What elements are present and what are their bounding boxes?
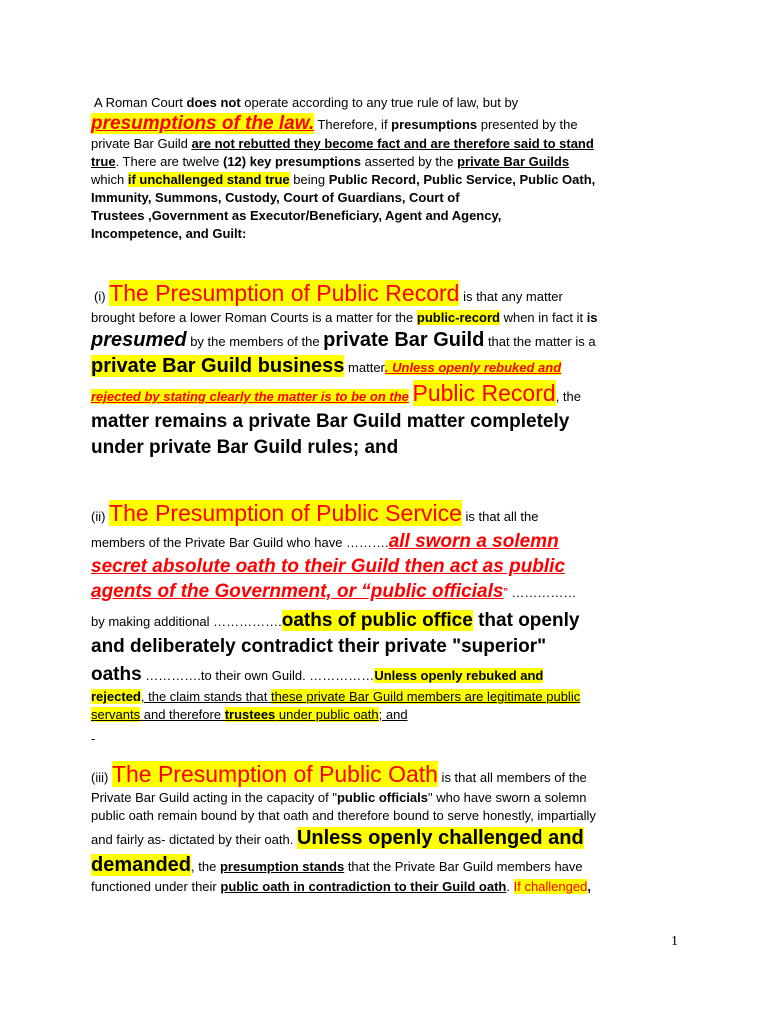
p2-line-6: and deliberately contradict their private "superior" — [91, 636, 547, 657]
p1-text: by the members of the — [186, 334, 324, 349]
p3-public-oath-phrase: public oath in contradiction to their Guild oath — [220, 879, 507, 894]
p3-line-6 — [91, 878, 591, 896]
p1-title: The Presumption of Public Record — [109, 280, 460, 306]
p3-line-1 — [91, 761, 587, 792]
p1-text: is that any matter — [459, 289, 563, 304]
intro-text: private Bar Guild — [91, 136, 192, 151]
p2-text-underline: and therefore — [140, 707, 225, 722]
p1-line-2 — [91, 309, 598, 327]
p3-text: . — [506, 879, 514, 894]
intro-line-3 — [91, 135, 594, 153]
p2-agents-phrase: agents of the Government, or “public officials — [91, 581, 504, 602]
p1-text: brought before a lower Roman Courts is a matter for the — [91, 310, 417, 325]
intro-line-5 — [91, 171, 595, 189]
presumptions-of-law-phrase: presumptions of the law. — [91, 113, 315, 134]
intro-text: asserted by the — [360, 154, 458, 169]
p2-rejected: rejected — [91, 689, 141, 704]
intro-text: . There are twelve — [115, 154, 223, 169]
p2-line-7 — [91, 662, 543, 689]
intro-text: which — [91, 172, 128, 187]
p2-legitimate-phrase: these private Bar Guild members are legitimate public — [270, 689, 581, 704]
p1-text: , the — [555, 389, 581, 404]
intro-text: being — [289, 172, 329, 187]
p3-unless-challenged: Unless openly challenged and — [296, 827, 584, 849]
p2-text: by making additional ……………. — [91, 614, 282, 629]
p2-oaths-word: oaths — [91, 664, 142, 685]
p2-text: ………….to their own Guild. …………… — [141, 668, 375, 683]
intro-line-8: Incompetence, and Guilt: — [91, 226, 247, 241]
p1-text: matter — [344, 360, 385, 375]
p3-demanded: demanded — [91, 854, 192, 876]
p2-text-underline: ; and — [378, 707, 408, 722]
p2-line-2 — [91, 530, 559, 555]
p3-presumption-stands: presumption stands — [219, 859, 345, 874]
p1-public-record-term: public-record — [416, 310, 500, 325]
p2-text: members of the Private Bar Guild who have ………. — [91, 535, 389, 550]
p1-private-bar-guild: private Bar Guild — [323, 329, 485, 351]
intro-bold: presumptions — [391, 117, 478, 132]
intro-bold-underline: true — [91, 154, 116, 169]
p2-line-5 — [91, 608, 579, 635]
p3-line-3: public oath remain bound by that oath and therefore bound to serve honestly, impartially — [91, 808, 596, 823]
p1-line-7: under private Bar Guild rules; and — [91, 437, 399, 458]
p1-rejected-phrase: rejected by stating clearly the matter is to be on the — [91, 389, 409, 404]
p3-text: , the — [191, 859, 220, 874]
p1-text: when in fact it — [499, 310, 587, 325]
p3-number: (iii) — [91, 770, 112, 785]
p2-quote: ” — [503, 585, 508, 600]
p2-text-bold: that openly — [472, 610, 580, 631]
p2-line-1 — [91, 500, 538, 531]
p1-text: that the matter is a — [484, 334, 596, 349]
p2-unless-rebuked: Unless openly rebuked and — [374, 668, 544, 683]
p1-line-3 — [91, 327, 596, 355]
intro-bold: (12) key presumptions — [222, 154, 361, 169]
p3-text: functioned under their — [91, 879, 221, 894]
p2-oaths-of-office: oaths of public office — [281, 610, 473, 631]
p3-text: Private Bar Guild acting in the capacity of " — [91, 790, 337, 805]
p3-public-officials: public officials — [336, 790, 428, 805]
p3-title: The Presumption of Public Oath — [111, 761, 438, 787]
intro-line-6: Immunity, Summons, Custody, Court of Guardians, Court of — [91, 190, 460, 205]
intro-text: operate according to any true rule of law, but by — [240, 95, 519, 110]
p3-line-2 — [91, 789, 587, 807]
p2-number: (ii) — [91, 509, 110, 524]
intro-text: Therefore, if — [314, 117, 392, 132]
p1-line-5 — [91, 380, 581, 411]
p2-line-9 — [91, 706, 408, 724]
intro-line-2 — [91, 113, 578, 136]
p1-line-4 — [91, 353, 561, 381]
p3-line-4 — [91, 824, 584, 854]
stray-dash: - — [91, 731, 96, 746]
p2-text-underline: , the claim stands that — [140, 689, 271, 704]
p2-title: The Presumption of Public Service — [109, 500, 462, 526]
p1-line-6: matter remains a private Bar Guild matter completely — [91, 411, 570, 432]
p3-comma: , — [587, 879, 591, 894]
p3-text: " who have sworn a solemn — [427, 790, 587, 805]
p2-line-8 — [91, 688, 580, 706]
intro-line-1 — [94, 94, 518, 112]
intro-bold-underline: private Bar Guilds — [457, 154, 570, 169]
intro-line-4 — [91, 153, 569, 171]
p2-text: is that all the — [461, 509, 539, 524]
p1-business-phrase: private Bar Guild business — [91, 355, 345, 377]
p3-text: and fairly as- dictated by their oath. — [91, 832, 297, 847]
p1-line-1 — [94, 280, 563, 311]
intro-bold-underline: are not rebutted they become fact and are therefore said to stand — [191, 136, 594, 151]
intro-bold: Public Record, Public Service, Public Oath, — [328, 172, 596, 187]
p1-bold: is — [586, 310, 598, 325]
intro-highlight: if unchallenged stand true — [127, 172, 290, 187]
p1-presumed: presumed — [91, 329, 187, 351]
p2-under-oath: under public oath — [275, 707, 379, 722]
intro-text: A Roman Court — [94, 95, 187, 110]
p2-trustees: trustees — [224, 707, 276, 722]
p3-line-5 — [91, 851, 583, 881]
intro-text: presented by the — [477, 117, 578, 132]
p2-line-4 — [91, 580, 576, 605]
p2-sworn-phrase: all sworn a solemn — [388, 531, 559, 552]
p1-space — [409, 389, 413, 404]
p1-unless-rebuked: . Unless openly rebuked and — [384, 360, 562, 375]
p1-public-record-heading: Public Record — [412, 380, 556, 406]
p2-line-3: secret absolute oath to their Guild then act as public — [91, 556, 566, 577]
p1-number: (i) — [94, 289, 110, 304]
p3-text: is that all members of the — [437, 770, 587, 785]
intro-bold: does not — [186, 95, 241, 110]
p3-text: that the Private Bar Guild members have — [344, 859, 583, 874]
intro-line-7: Trustees ,Government as Executor/Beneficiary, Agent and Agency, — [91, 208, 502, 223]
page-number: 1 — [671, 934, 678, 949]
p2-ellipsis: …………… — [507, 585, 577, 600]
p2-servants: servants — [91, 707, 141, 722]
p3-if-challenged: If challenged — [513, 879, 588, 894]
